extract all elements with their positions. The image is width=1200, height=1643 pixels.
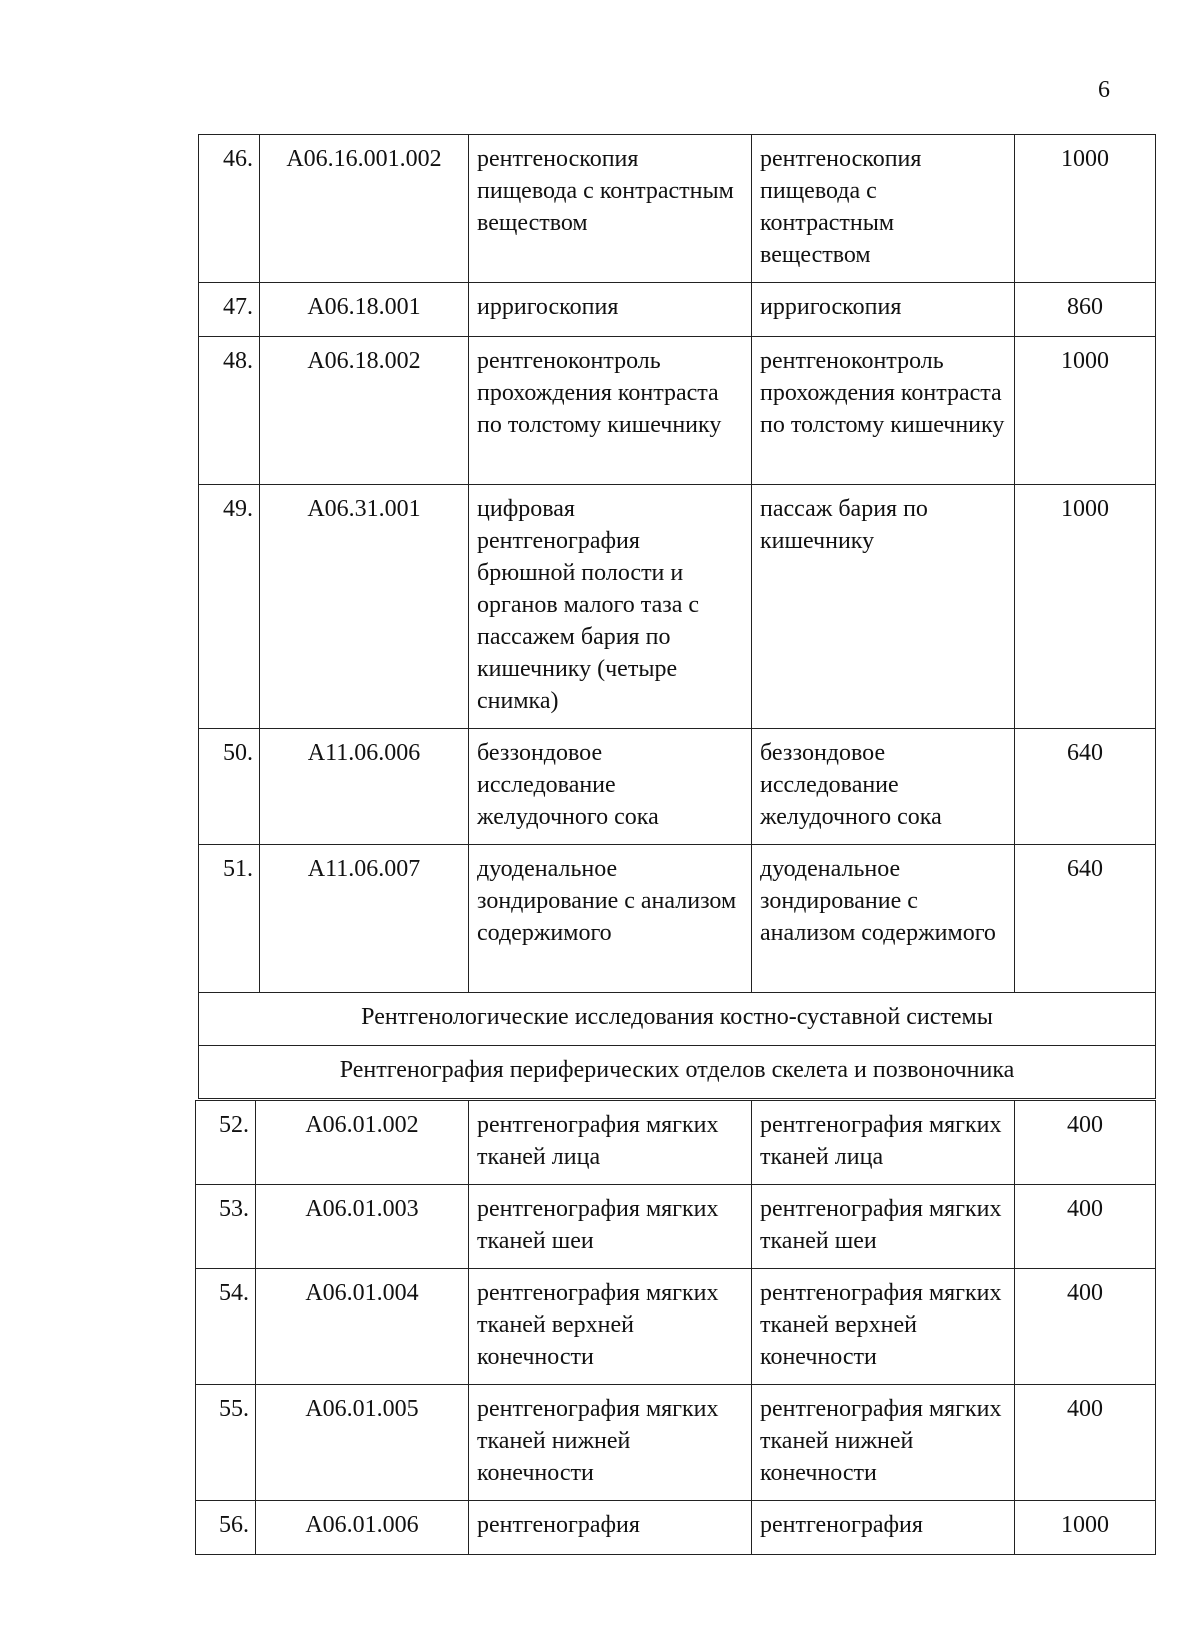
service-name: рентгенография	[469, 1501, 752, 1555]
row-number: 49.	[199, 485, 260, 729]
table-row	[199, 845, 1156, 993]
service-name-alt: дуоденальное зондирование с анализом содержимого	[752, 845, 1015, 993]
row-number: 46.	[199, 135, 260, 283]
page-number: 6	[1098, 77, 1110, 103]
table-row	[199, 337, 1156, 485]
service-code: A11.06.007	[260, 845, 469, 993]
service-name: рентгенография мягких тканей шеи	[469, 1185, 752, 1269]
section-heading-row	[199, 993, 1156, 1046]
service-code: A06.18.002	[260, 337, 469, 485]
service-name: дуоденальное зондирование с анализом содержимого	[469, 845, 752, 993]
service-name: ирригоскопия	[469, 283, 752, 337]
service-price: 1000	[1015, 1501, 1156, 1555]
table-row	[196, 1385, 1156, 1501]
service-code: A06.16.001.002	[260, 135, 469, 283]
row-number: 55.	[196, 1385, 256, 1501]
table-row	[199, 283, 1156, 337]
service-name-alt: рентгенография мягких тканей нижней конечности	[752, 1385, 1015, 1501]
service-name-alt: рентгеноскопия пищевода с контрастным веществом	[752, 135, 1015, 283]
service-name: цифровая рентгенография брюшной полости и органов малого таза с пассажем бария по кишечнику (четыре снимка)	[469, 485, 752, 729]
service-price: 640	[1015, 729, 1156, 845]
service-name: рентгеноскопия пищевода с контрастным веществом	[469, 135, 752, 283]
service-name-alt: рентгенография мягких тканей шеи	[752, 1185, 1015, 1269]
service-price: 400	[1015, 1185, 1156, 1269]
service-code: A06.18.001	[260, 283, 469, 337]
service-name: рентгеноконтроль прохождения контраста по толстому кишечнику	[469, 337, 752, 485]
section-heading-peripheral: Рентгенография периферических отделов скелета и позвоночника	[199, 1046, 1156, 1099]
table-row	[196, 1185, 1156, 1269]
service-price: 640	[1015, 845, 1156, 993]
service-name-alt: рентгенография	[752, 1501, 1015, 1555]
row-number: 56.	[196, 1501, 256, 1555]
service-name-alt: рентгенография мягких тканей верхней конечности	[752, 1269, 1015, 1385]
section-heading-bone-joint: Рентгенологические исследования костно-суставной системы	[199, 993, 1156, 1046]
row-number: 47.	[199, 283, 260, 337]
service-name: рентгенография мягких тканей верхней конечности	[469, 1269, 752, 1385]
services-table-lower	[195, 1100, 1156, 1555]
service-name: рентгенография мягких тканей лица	[469, 1101, 752, 1185]
table-row	[199, 729, 1156, 845]
service-name-alt: рентгеноконтроль прохождения контраста по толстому кишечнику	[752, 337, 1015, 485]
service-price: 1000	[1015, 485, 1156, 729]
service-name: беззондовое исследование желудочного сока	[469, 729, 752, 845]
service-code: A06.01.002	[256, 1101, 469, 1185]
row-number: 54.	[196, 1269, 256, 1385]
service-name-alt: пассаж бария по кишечнику	[752, 485, 1015, 729]
service-name-alt: ирригоскопия	[752, 283, 1015, 337]
service-code: A11.06.006	[260, 729, 469, 845]
service-name: рентгенография мягких тканей нижней конечности	[469, 1385, 752, 1501]
service-code: A06.01.003	[256, 1185, 469, 1269]
row-number: 52.	[196, 1101, 256, 1185]
service-price: 400	[1015, 1269, 1156, 1385]
row-number: 50.	[199, 729, 260, 845]
services-table-upper	[198, 134, 1156, 1099]
service-price: 1000	[1015, 135, 1156, 283]
service-name-alt: рентгенография мягких тканей лица	[752, 1101, 1015, 1185]
table-row	[196, 1501, 1156, 1555]
service-price: 400	[1015, 1385, 1156, 1501]
service-price: 860	[1015, 283, 1156, 337]
table-row	[196, 1101, 1156, 1185]
table-row	[199, 135, 1156, 283]
service-code: A06.01.006	[256, 1501, 469, 1555]
row-number: 53.	[196, 1185, 256, 1269]
table-row	[199, 485, 1156, 729]
service-price: 1000	[1015, 337, 1156, 485]
row-number: 51.	[199, 845, 260, 993]
section-heading-row	[199, 1046, 1156, 1099]
service-name-alt: беззондовое исследование желудочного сока	[752, 729, 1015, 845]
service-code: A06.01.005	[256, 1385, 469, 1501]
service-price: 400	[1015, 1101, 1156, 1185]
service-code: A06.31.001	[260, 485, 469, 729]
service-code: A06.01.004	[256, 1269, 469, 1385]
table-row	[196, 1269, 1156, 1385]
row-number: 48.	[199, 337, 260, 485]
